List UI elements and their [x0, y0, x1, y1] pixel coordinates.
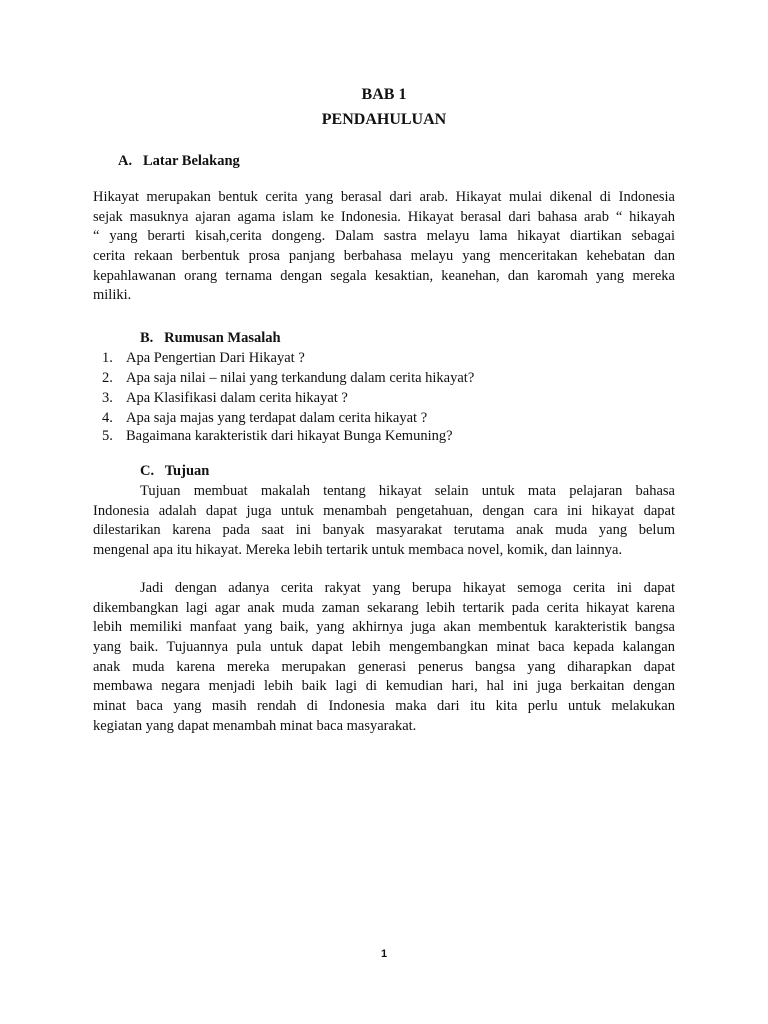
section-c-heading: C. Tujuan	[140, 463, 210, 479]
list-item	[102, 409, 427, 429]
paragraph-line: yang baik. Tujuannya pula untuk dapat lebih mengembangkan minat baca kepada kalangan	[93, 639, 675, 656]
section-b-heading: B. Rumusan Masalah	[140, 330, 281, 346]
list-number: 1.	[102, 350, 113, 366]
list-text: Apa Pengertian Dari Hikayat ?	[126, 350, 305, 366]
list-item	[102, 389, 348, 409]
chapter-number: BAB 1	[361, 86, 407, 103]
list-number: 2.	[102, 370, 113, 386]
paragraph-line: Tujuan membuat makalah tentang hikayat selain untuk mata pelajaran bahasa	[140, 483, 675, 499]
list-text: Bagaimana karakteristik dari hikayat Bunga Kemuning?	[126, 428, 453, 444]
paragraph-line: cerita rekaan berbentuk prosa panjang berbahasa melayu yang menceritakan kehebatan dan	[93, 248, 675, 265]
list-text: Apa saja majas yang terdapat dalam cerita hikayat ?	[126, 410, 428, 426]
chapter-title: PENDAHULUAN	[321, 111, 447, 128]
page-number: 1	[380, 948, 388, 960]
paragraph-line: minat baca yang masih rendah di Indonesia maka dari itu kita perlu untuk melakukan	[93, 698, 675, 715]
list-text: Apa Klasifikasi dalam cerita hikayat ?	[126, 390, 348, 406]
section-a-heading: A. Latar Belakang	[118, 153, 240, 169]
list-number: 5.	[102, 428, 113, 444]
paragraph-line: dikembangkan lagi agar anak muda zaman sekarang lebih tertarik pada cerita hikayat karena	[93, 599, 675, 616]
section-c-paragraph-2	[93, 579, 675, 737]
list-item	[102, 427, 453, 447]
list-text: Apa saja nilai – nilai yang terkandung dalam cerita hikayat?	[126, 370, 475, 386]
paragraph-line: Jadi dengan adanya cerita rakyat yang berupa hikayat semoga cerita ini dapat	[140, 580, 675, 596]
list-number: 3.	[102, 390, 113, 406]
paragraph-line: sejak masuknya ajaran agama islam ke Indonesia. Hikayat berasal dari bahasa arab “ hikayah	[93, 208, 675, 225]
paragraph-line: Indonesia adalah dapat juga untuk menambah pengetahuan, dengan cara ini hikayat dapat	[93, 502, 675, 519]
paragraph-line: lebih memiliki manfaat yang baik, yang akhirnya juga akan membentuk karakteristik bangsa	[93, 619, 675, 636]
section-c-paragraph-1	[93, 482, 675, 561]
paragraph-line: kegiatan yang dapat menambah minat baca masyarakat.	[93, 717, 417, 734]
list-item	[102, 349, 305, 369]
list-item	[102, 369, 474, 389]
section-a-paragraph	[93, 188, 675, 306]
paragraph-line: Hikayat merupakan bentuk cerita yang berasal dari arab. Hikayat mulai dikenal di Indonesia	[93, 189, 675, 205]
paragraph-line: anak muda karena mereka merupakan generasi penerus bangsa yang diharapkan dapat	[93, 658, 675, 675]
paragraph-line: mengenal apa itu hikayat. Mereka lebih tertarik untuk membaca novel, komik, dan lainnya.	[93, 542, 623, 559]
paragraph-line: membawa negara menjadi lebih baik lagi di kemudian hari, hal ini juga berkaitan dengan	[93, 678, 675, 695]
paragraph-line: dilestarikan karena pada saat ini banyak masyarakat terutama anak muda yang belum	[93, 522, 675, 539]
paragraph-line: miliki.	[93, 287, 132, 304]
paragraph-line: kepahlawanan orang ternama dengan segala kesaktian, keanehan, dan karomah yang mereka	[93, 267, 675, 284]
paragraph-line: “ yang berarti kisah,cerita dongeng. Dalam sastra melayu lama hikayat diartikan sebagai	[93, 228, 675, 245]
list-number: 4.	[102, 410, 113, 426]
